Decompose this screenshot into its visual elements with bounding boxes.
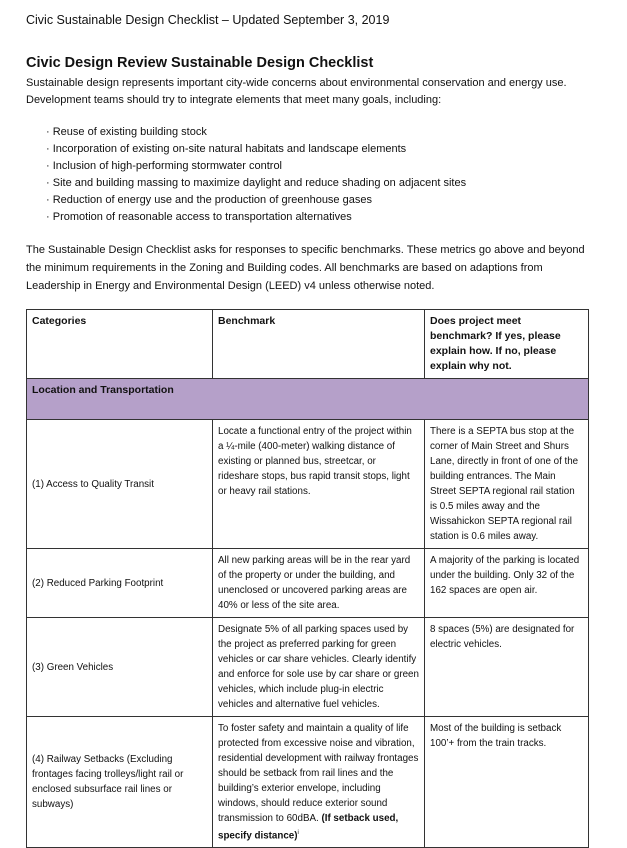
table-row: [27, 420, 589, 549]
benchmark-text: To foster safety and maintain a quality of life protected from excessive noise and vibration, residential development with railway frontages should be setback from rail lines and the building’s exterior envelope, including windows, should reduce exterior sound transmission to 60dBA.: [218, 723, 419, 824]
benchmarks-paragraph: The Sustainable Design Checklist asks for responses to specific benchmarks. These metrics go above and beyond the minimum requirements in the Zoning and Building codes. All benchmarks are based on adaptions from Leadership in Energy and Environmental Design (LEED) v4 unless otherwise noted.: [26, 244, 585, 292]
category-cell: (2) Reduced Parking Footprint: [27, 549, 213, 618]
checklist-table: [26, 309, 589, 848]
response-cell: A majority of the parking is located under the building. Only 32 of the 162 spaces are open air.: [425, 549, 589, 618]
table-row: [27, 549, 589, 618]
list-item: · Inclusion of high-performing stormwater control: [46, 158, 466, 175]
section-row: [27, 379, 589, 420]
response-cell: There is a SEPTA bus stop at the corner of Main Street and Shurs Lane, directly in front of one of the building entrances. The Main Street SEPTA regional rail station is 0.5 miles away and the Wissahickon SEPTA regional rail station is 0.6 miles away.: [425, 420, 589, 549]
page-title: Civic Design Review Sustainable Design Checklist: [26, 55, 374, 71]
list-item: · Promotion of reasonable access to transportation alternatives: [46, 209, 466, 226]
table-row: [27, 717, 589, 848]
category-cell: (4) Railway Setbacks (Excluding frontages facing trolleys/light rail or enclosed subsurface rail lines or subways): [27, 717, 213, 848]
response-cell: 8 spaces (5%) are designated for electric vehicles.: [425, 618, 589, 717]
benchmark-cell: Locate a functional entry of the project within a ¼-mile (400-meter) walking distance of existing or planned bus, streetcar, or rideshare stops, bus rapid transit stops, light or heavy rail stations.: [213, 420, 425, 549]
header-benchmark: Benchmark: [213, 310, 425, 379]
list-item: · Incorporation of existing on-site natural habitats and landscape elements: [46, 141, 466, 158]
category-cell: (1) Access to Quality Transit: [27, 420, 213, 549]
header-categories: Categories: [27, 310, 213, 379]
table-row: [27, 618, 589, 717]
category-cell: (3) Green Vehicles: [27, 618, 213, 717]
intro-paragraph: Sustainable design represents important city-wide concerns about environmental conservation and energy use. Development teams should try to integrate elements that meet many goals, including:: [26, 77, 567, 106]
list-item: · Reuse of existing building stock: [46, 124, 466, 141]
section-title: Location and Transportation: [27, 379, 589, 420]
header-response: Does project meet benchmark? If yes, please explain how. If no, please explain why not.: [425, 310, 589, 379]
table-header-row: [27, 310, 589, 379]
document-header: Civic Sustainable Design Checklist – Updated September 3, 2019: [26, 13, 390, 27]
benchmark-cell: All new parking areas will be in the rear yard of the property or under the building, and unenclosed or uncovered parking areas are 40% or less of the site area.: [213, 549, 425, 618]
list-item: · Reduction of energy use and the production of greenhouse gases: [46, 192, 466, 209]
benchmark-cell: Designate 5% of all parking spaces used by the project as preferred parking for green vehicles or car share vehicles. Clearly identify and enforce for sole use by car share or green vehicles, which include plug-in electric vehicles and alternative fuel vehicles.: [213, 618, 425, 717]
goals-list: [46, 124, 466, 226]
list-item: · Site and building massing to maximize daylight and reduce shading on adjacent sites: [46, 175, 466, 192]
benchmark-cell: [213, 717, 425, 848]
benchmark-bold-note: (If setback used, specify distance): [218, 813, 399, 842]
footnote-marker[interactable]: i: [297, 830, 299, 836]
response-cell: Most of the building is setback 100’+ from the train tracks.: [425, 717, 589, 848]
